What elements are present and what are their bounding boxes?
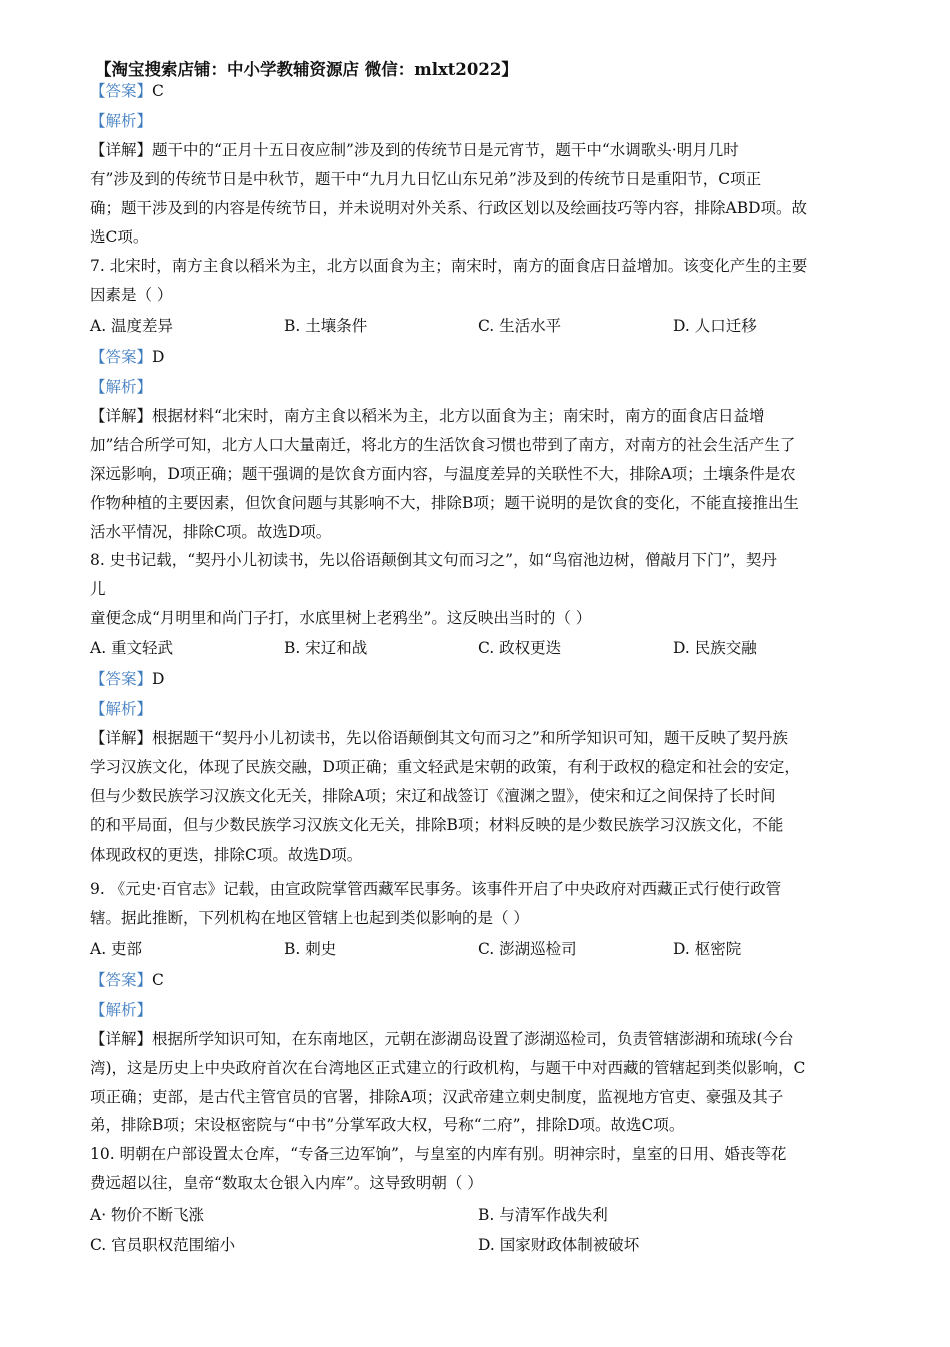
q9-analysis-tag: 【解析】: [90, 1001, 153, 1019]
q9-detail-line: 弟，排除B项；宋设枢密院与“中书”分掌军政大权，号称“二府”，排除D项。故选C项。: [90, 1116, 685, 1134]
q9-stem-line: 辖。据此推断，下列机构在地区管辖上也起到类似影响的是（ ）: [90, 909, 529, 927]
q6-analysis-tag: 【解析】: [90, 112, 153, 130]
q9-detail-line: 湾)，这是历史上中央政府首次在台湾地区正式建立的行政机构，与题干中对西藏的管辖起到类似影响，C: [90, 1059, 806, 1077]
q7-stem-line: 7. 北宋时，南方主食以稻米为主，北方以面食为主；南宋时，南方的面食店日益增加。该变化产生的主要: [90, 257, 808, 275]
q9-option-c: C. 澎湖巡检司: [478, 940, 577, 958]
q8-stem-line: 8. 史书记载，“契丹小儿初读书，先以俗语颠倒其文句而习之”，如“鸟宿池边树，僧敲月下门”，契丹: [90, 551, 777, 569]
q7-detail-line: 作物种植的主要因素，但饮食问题与其影响不大，排除B项；题干说明的是饮食的变化，不能直接推出生: [90, 494, 799, 512]
q8-detail-line: 学习汉族文化，体现了民族交融，D项正确；重文轻武是宋朝的政策，有利于政权的稳定和社会的安定，: [90, 758, 800, 776]
q7-detail-line: 活水平情况，排除C项。故选D项。: [90, 523, 332, 541]
q9-stem-line: 9. 《元史·百官志》记载，由宣政院掌管西藏军民事务。该事件开启了中央政府对西藏正式行使行政管: [90, 880, 782, 898]
answer-value: C: [152, 82, 164, 100]
answer-value: D: [152, 348, 165, 366]
detail-tag: 【详解】: [90, 407, 153, 425]
q9-answer: [90, 970, 164, 990]
q7-option-a: A. 温度差异: [90, 317, 174, 335]
shop-header: 【淘宝搜索店铺：中小学教辅资源店 微信：mlxt2022】: [95, 60, 518, 79]
q7-option-d: D. 人口迁移: [673, 317, 757, 335]
q9-option-b: B. 刺史: [284, 940, 337, 958]
q9-detail-line: 项正确；吏部，是古代主管官员的官署，排除A项；汉武帝建立刺史制度，监视地方官吏、豪强及其子: [90, 1088, 784, 1106]
q7-stem-line: 因素是（ ）: [90, 286, 173, 304]
q8-answer: [90, 669, 164, 689]
q8-option-b: B. 宋辽和战: [284, 639, 368, 657]
q8-detail-line: 的和平局面，但与少数民族学习汉族文化无关，排除B项；材料反映的是少数民族学习汉族文化，不能: [90, 816, 784, 834]
answer-tag: 【答案】: [90, 971, 153, 989]
q8-stem-line: 童便念成“月明里和尚门子打，水底里树上老鸦坐”。这反映出当时的（ ）: [90, 609, 592, 627]
detail-tag: 【详解】: [90, 141, 153, 159]
q6-detail-line: 选C项。: [90, 228, 149, 246]
answer-value: C: [152, 971, 164, 989]
q7-detail-line: 加”结合所学可知，北方人口大量南迁，将北方的生活饮食习惯也带到了南方，对南方的社会生活产生了: [90, 436, 796, 454]
answer-tag: 【答案】: [90, 82, 153, 100]
q8-detail-line: 体现政权的更迭，排除C项。故选D项。: [90, 846, 363, 864]
q10-option-a: A· 物价不断飞涨: [90, 1206, 205, 1224]
q8-option-d: D. 民族交融: [673, 639, 757, 657]
q6-detail-line: 有”涉及到的传统节日是中秋节，题干中“九月九日忆山东兄弟”涉及到的传统节日是重阳节，C项正: [90, 170, 762, 188]
q6-detail-line: 确；题干涉及到的内容是传统节日，并未说明对外关系、行政区划以及绘画技巧等内容，排除ABD项。故: [90, 199, 808, 217]
q7-analysis-tag: 【解析】: [90, 378, 153, 396]
q10-option-b: B. 与清军作战失利: [478, 1206, 608, 1224]
q10-option-c: C. 官员职权范围缩小: [90, 1236, 236, 1254]
q8-analysis-tag: 【解析】: [90, 700, 153, 718]
q6-answer: [90, 81, 164, 101]
answer-tag: 【答案】: [90, 348, 153, 366]
q9-option-d: D. 枢密院: [673, 940, 742, 958]
q8-stem-line: 儿: [90, 580, 106, 598]
answer-tag: 【答案】: [90, 670, 153, 688]
q7-option-b: B. 土壤条件: [284, 317, 368, 335]
q8-detail-line: 【详解】根据题干“契丹小儿初读书，先以俗语颠倒其文句而习之”和所学知识可知，题干反映了契丹族: [90, 729, 788, 747]
detail-tag: 【详解】: [90, 729, 153, 747]
q10-option-d: D. 国家财政体制被破坏: [478, 1236, 640, 1254]
q10-stem-line: 费远超以往，皇帝“数取太仓银入内库”。这导致明朝（ ）: [90, 1174, 483, 1192]
q7-option-c: C. 生活水平: [478, 317, 562, 335]
q6-detail-line: 【详解】题干中的“正月十五日夜应制”涉及到的传统节日是元宵节，题干中“水调歌头·明月几时: [90, 141, 739, 159]
q7-detail-line: 深远影响，D项正确；题干强调的是饮食方面内容，与温度差异的关联性不大，排除A项；土壤条件是农: [90, 465, 796, 483]
q7-answer: [90, 347, 164, 367]
q8-option-a: A. 重文轻武: [90, 639, 174, 657]
q9-option-a: A. 吏部: [90, 940, 143, 958]
q7-detail-line: 【详解】根据材料“北宋时，南方主食以稻米为主，北方以面食为主；南宋时，南方的面食店日益增: [90, 407, 765, 425]
q10-stem-line: 10. 明朝在户部设置太仓库，“专备三边军饷”，与皇室的内库有别。明神宗时，皇室的日用、婚丧等花: [90, 1145, 787, 1163]
q8-detail-line: 但与少数民族学习汉族文化无关，排除A项；宋辽和战签订《澶渊之盟》，使宋和辽之间保持了长时间: [90, 787, 776, 805]
q9-detail-line: 【详解】根据所学知识可知，在东南地区，元朝在澎湖岛设置了澎湖巡检司，负责管辖澎湖和琉球(今台: [90, 1030, 794, 1048]
answer-value: D: [152, 670, 165, 688]
q8-option-c: C. 政权更迭: [478, 639, 562, 657]
detail-tag: 【详解】: [90, 1030, 153, 1048]
